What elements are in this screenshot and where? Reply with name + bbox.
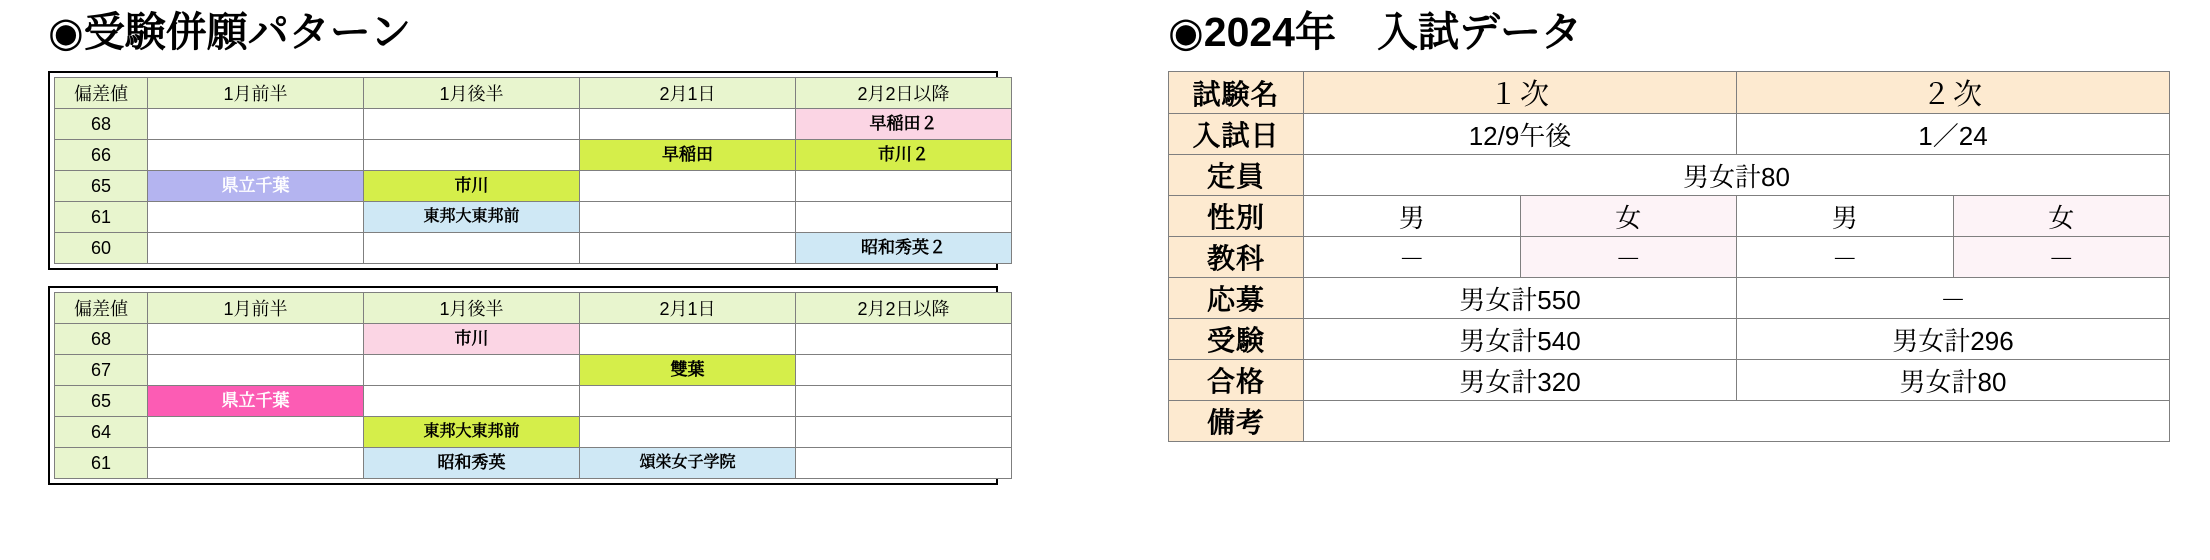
school-name: 県立千葉 (221, 176, 290, 196)
empty-cell (796, 202, 1012, 233)
empty-cell (796, 171, 1012, 202)
data-row (1169, 196, 2170, 237)
pattern-table-block (48, 71, 998, 270)
data-cell: － (1737, 278, 2170, 319)
column-header: 2月1日 (580, 78, 796, 109)
column-header: 2月2日以降 (796, 293, 1012, 324)
school-name: 早稲田２ (869, 114, 938, 134)
row-header: 応募 (1169, 278, 1304, 319)
data-cell (1304, 401, 2170, 442)
deviation-value: 61 (55, 448, 148, 479)
empty-cell (580, 109, 796, 140)
school-name: 市川 (454, 176, 489, 196)
row-header: 合格 (1169, 360, 1304, 401)
empty-cell (148, 109, 364, 140)
deviation-value: 64 (55, 417, 148, 448)
data-row (1169, 114, 2170, 155)
table-row (55, 355, 1012, 386)
data-cell: － (1953, 237, 2170, 278)
empty-cell (796, 448, 1012, 479)
empty-cell (148, 140, 364, 171)
column-header: 2月2日以降 (796, 78, 1012, 109)
data-cell: 女 (1520, 196, 1737, 237)
school-cell (580, 140, 796, 171)
empty-cell (148, 202, 364, 233)
empty-cell (580, 233, 796, 264)
row-header: 試験名 (1169, 72, 1304, 114)
school-cell (580, 355, 796, 386)
data-row (1169, 237, 2170, 278)
data-cell: 男女計320 (1304, 360, 1737, 401)
empty-cell (580, 202, 796, 233)
data-cell: 男女計550 (1304, 278, 1737, 319)
table-row (55, 324, 1012, 355)
school-cell (796, 233, 1012, 264)
empty-cell (796, 324, 1012, 355)
empty-cell (796, 417, 1012, 448)
deviation-value: 65 (55, 171, 148, 202)
school-name: 昭和秀英２ (861, 238, 946, 258)
exam-session-header: ２次 (1737, 72, 2170, 114)
school-name: 東邦大東邦前 (423, 208, 520, 226)
data-cell: － (1520, 237, 1737, 278)
table-row (55, 233, 1012, 264)
pattern-header-row (55, 78, 1012, 109)
pattern-header-row (55, 293, 1012, 324)
data-row (1169, 72, 2170, 114)
school-cell (148, 386, 364, 417)
empty-cell (580, 417, 796, 448)
data-row (1169, 155, 2170, 196)
data-row (1169, 319, 2170, 360)
empty-cell (796, 386, 1012, 417)
school-cell (364, 171, 580, 202)
empty-cell (580, 171, 796, 202)
data-cell: 男女計80 (1304, 155, 2170, 196)
deviation-value: 68 (55, 324, 148, 355)
empty-cell (148, 324, 364, 355)
data-cell: 女 (1953, 196, 2170, 237)
pattern-table (54, 292, 1012, 479)
school-name: 雙葉 (670, 360, 705, 380)
empty-cell (364, 109, 580, 140)
empty-cell (580, 386, 796, 417)
school-cell (580, 448, 796, 479)
data-row (1169, 401, 2170, 442)
deviation-value: 65 (55, 386, 148, 417)
school-cell (148, 171, 364, 202)
deviation-value: 68 (55, 109, 148, 140)
school-name: 市川 (454, 329, 489, 349)
pattern-table-block (48, 286, 998, 485)
table-row (55, 448, 1012, 479)
empty-cell (796, 355, 1012, 386)
school-cell (364, 417, 580, 448)
row-header: 性別 (1169, 196, 1304, 237)
data-cell: 男女計296 (1737, 319, 2170, 360)
table-row (55, 140, 1012, 171)
deviation-value: 61 (55, 202, 148, 233)
school-name: 東邦大東邦前 (423, 423, 520, 441)
exam-data-table (1168, 71, 2170, 442)
table-row (55, 386, 1012, 417)
row-header: 入試日 (1169, 114, 1304, 155)
row-header: 教科 (1169, 237, 1304, 278)
data-cell: 12/9午後 (1304, 114, 1737, 155)
data-cell: － (1737, 237, 1954, 278)
empty-cell (148, 233, 364, 264)
school-name: 市川２ (878, 145, 929, 165)
empty-cell (148, 355, 364, 386)
school-name: 県立千葉 (221, 391, 290, 411)
pattern-table (54, 77, 1012, 264)
school-cell (364, 448, 580, 479)
row-header: 定員 (1169, 155, 1304, 196)
empty-cell (148, 417, 364, 448)
data-cell: 男女計80 (1737, 360, 2170, 401)
school-name: 昭和秀英 (437, 453, 506, 473)
deviation-value: 66 (55, 140, 148, 171)
column-header: 1月前半 (148, 293, 364, 324)
school-cell (796, 109, 1012, 140)
table-row (55, 417, 1012, 448)
column-header: 1月後半 (364, 293, 580, 324)
empty-cell (364, 140, 580, 171)
empty-cell (148, 448, 364, 479)
school-cell (364, 202, 580, 233)
school-cell (796, 140, 1012, 171)
school-name: 早稲田 (662, 145, 713, 165)
data-row (1169, 360, 2170, 401)
column-header: 2月1日 (580, 293, 796, 324)
exam-data-section (1168, 8, 2168, 442)
data-cell: 男 (1304, 196, 1521, 237)
exam-session-header: １次 (1304, 72, 1737, 114)
school-name: 頌栄女子学院 (639, 454, 736, 472)
data-row (1169, 278, 2170, 319)
school-cell (364, 324, 580, 355)
page-title-left: ◉受験併願パターン (48, 9, 411, 55)
pattern-tables-container (48, 71, 1088, 485)
page-title-right: ◉2024年 入試データ (1168, 9, 1582, 55)
table-row (55, 171, 1012, 202)
table-row (55, 109, 1012, 140)
column-header: 偏差値 (55, 293, 148, 324)
data-cell: 1／24 (1737, 114, 2170, 155)
deviation-value: 60 (55, 233, 148, 264)
data-cell: － (1304, 237, 1521, 278)
empty-cell (580, 324, 796, 355)
row-header: 受験 (1169, 319, 1304, 360)
row-header: 備考 (1169, 401, 1304, 442)
empty-cell (364, 355, 580, 386)
table-row (55, 202, 1012, 233)
empty-cell (364, 233, 580, 264)
column-header: 偏差値 (55, 78, 148, 109)
empty-cell (364, 386, 580, 417)
deviation-value: 67 (55, 355, 148, 386)
data-cell: 男 (1737, 196, 1954, 237)
column-header: 1月後半 (364, 78, 580, 109)
data-cell: 男女計540 (1304, 319, 1737, 360)
column-header: 1月前半 (148, 78, 364, 109)
application-pattern-section (48, 8, 1088, 501)
